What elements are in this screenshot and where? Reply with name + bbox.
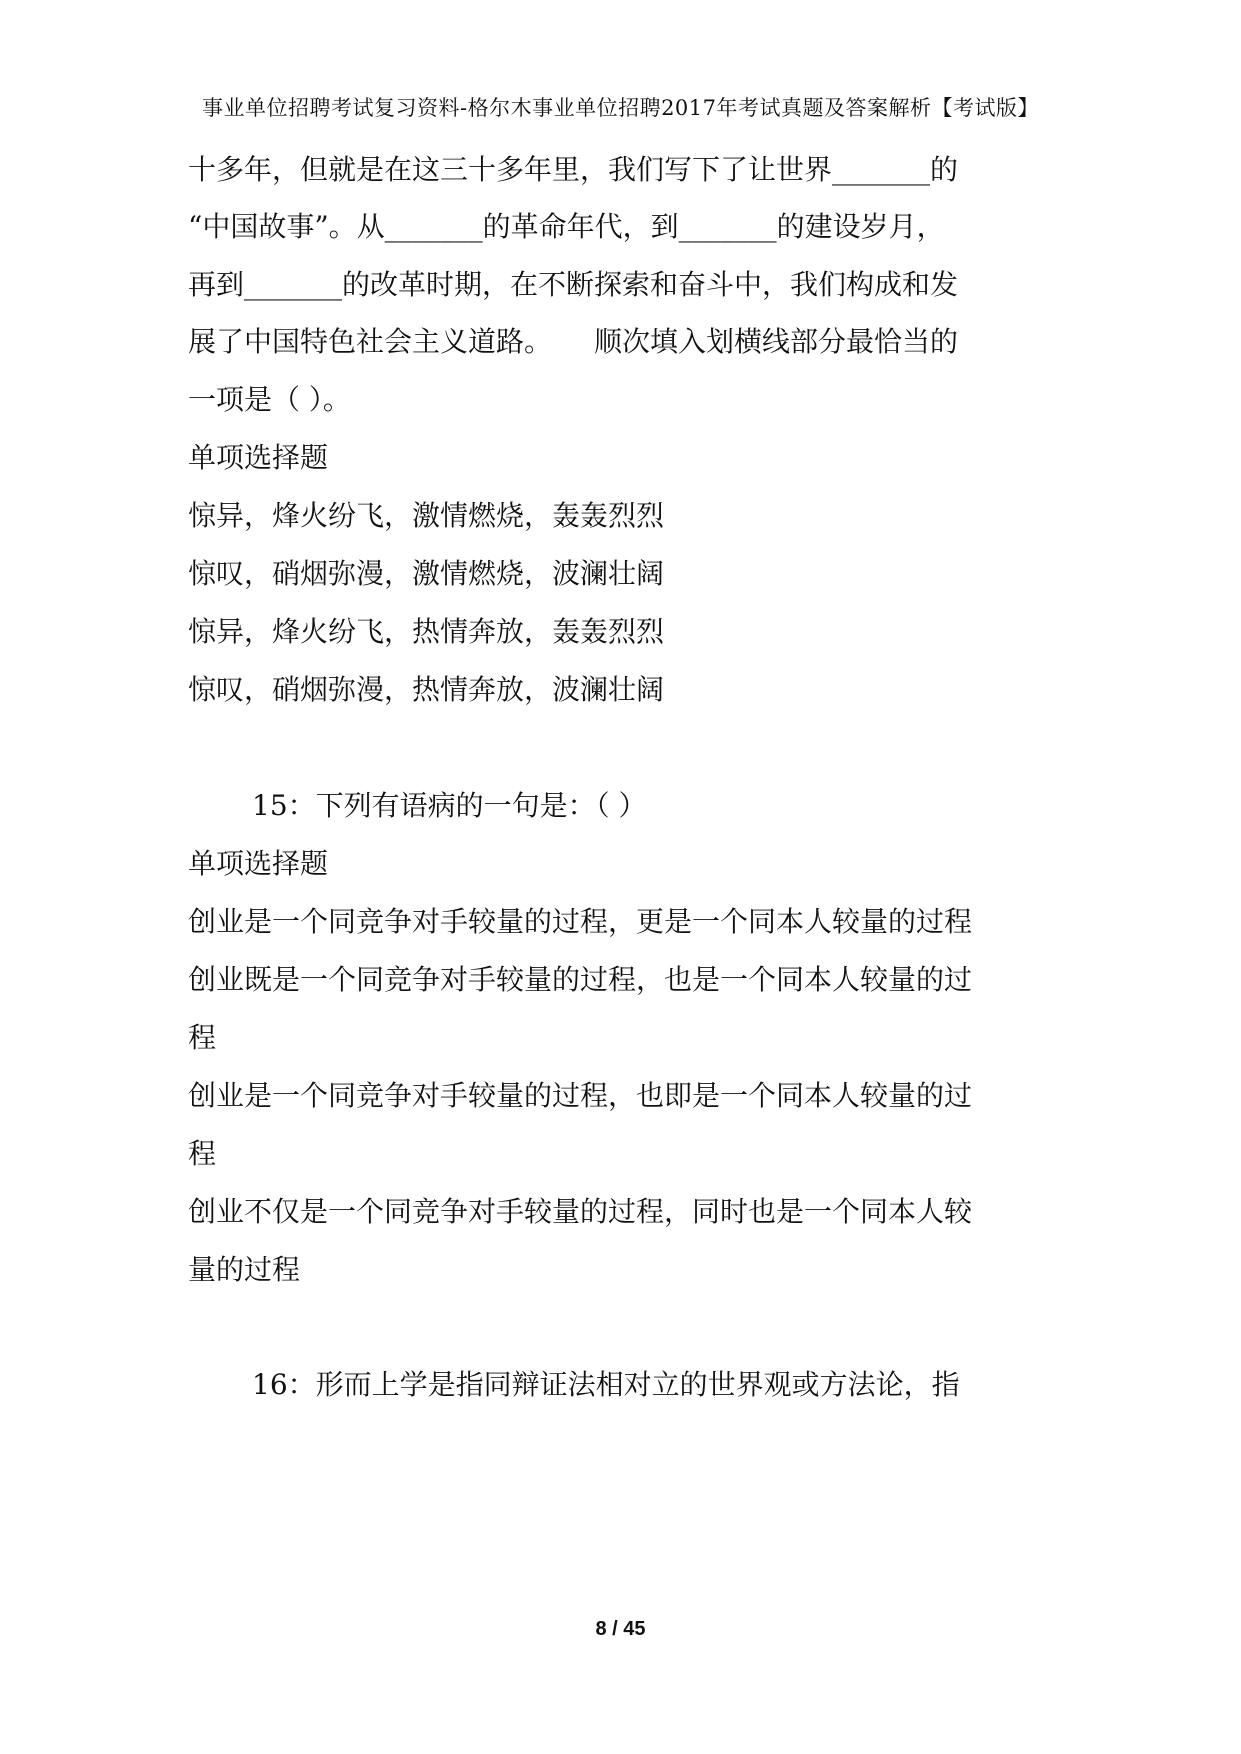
q14-stem-line: “中国故事”。从_______的革命年代，到_______的建设岁月，	[188, 210, 945, 243]
q14-stem-line: 一项是（ ）。	[188, 383, 351, 416]
q15-question-type: 单项选择题	[188, 847, 329, 880]
q15-stem: 15：下列有语病的一句是：（ ）	[252, 789, 647, 822]
q16-stem-line: 16：形而上学是指同辩证法相对立的世界观或方法论，指	[252, 1368, 960, 1401]
q15-option-line: 量的过程	[188, 1253, 301, 1286]
q15-option-line: 创业是一个同竞争对手较量的过程，更是一个同本人较量的过程	[188, 905, 973, 938]
q14-stem-line: 十多年，但就是在这三十多年里，我们写下了让世界_______的	[188, 153, 959, 186]
q14-stem-line: 展了中国特色社会主义道路。 顺次填入划横线部分最恰当的	[188, 325, 959, 358]
q14-option: 惊叹，硝烟弥漫，热情奔放，波澜壮阔	[188, 673, 665, 706]
q15-option-line: 程	[188, 1137, 217, 1170]
q14-stem-line: 再到_______的改革时期，在不断探索和奋斗中，我们构成和发	[188, 268, 959, 301]
q15-option-line: 创业不仅是一个同竞争对手较量的过程，同时也是一个同本人较	[188, 1195, 973, 1228]
q14-option: 惊异，烽火纷飞，热情奔放，轰轰烈烈	[188, 615, 665, 648]
q14-option: 惊异，烽火纷飞，激情燃烧，轰轰烈烈	[188, 499, 665, 532]
q15-option-line: 创业既是一个同竞争对手较量的过程，也是一个同本人较量的过	[188, 963, 973, 996]
q15-option-line: 程	[188, 1021, 217, 1054]
document-header: 事业单位招聘考试复习资料-格尔木事业单位招聘2017年考试真题及答案解析【考试版】	[201, 96, 1040, 120]
q14-question-type: 单项选择题	[188, 441, 329, 474]
page-number: 8 / 45	[595, 1618, 646, 1640]
q14-option: 惊叹，硝烟弥漫，激情燃烧，波澜壮阔	[188, 557, 665, 590]
q15-option-line: 创业是一个同竞争对手较量的过程，也即是一个同本人较量的过	[188, 1079, 973, 1112]
